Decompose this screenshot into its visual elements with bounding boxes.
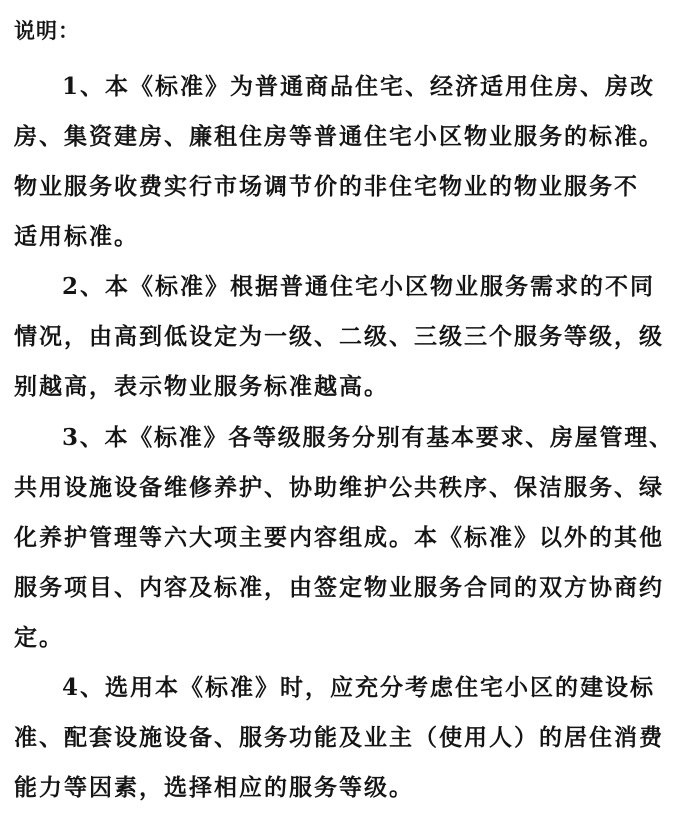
text-line: 适用标准。: [14, 223, 139, 250]
text-line: 准、配套设施设备、服务功能及业主（使用人）的居住消费: [14, 724, 664, 751]
text-line: 房、集资建房、廉租住房等普通住宅小区物业服务的标准。: [14, 123, 664, 150]
text-line: 4、选用本《标准》时，应充分考虑住宅小区的建设标: [62, 674, 656, 701]
text-line: 2、本《标准》根据普通住宅小区物业服务需求的不同: [62, 273, 656, 300]
text-line: 物业服务收费实行市场调节价的非住宅物业的物业服务不: [14, 173, 639, 200]
text-line: 定。: [14, 624, 64, 651]
text-line: 化养护管理等六大项主要内容组成。本《标准》以外的其他: [14, 524, 664, 551]
text-line: 服务项目、内容及标准，由签定物业服务合同的双方协商约: [14, 574, 664, 601]
text-line: 别越高，表示物业服务标准越高。: [14, 373, 389, 400]
text-line: 能力等因素，选择相应的服务等级。: [14, 774, 414, 801]
text-line: 共用设施设备维修养护、协助维护公共秩序、保洁服务、绿: [14, 474, 664, 501]
section-heading: 说明：: [14, 18, 80, 43]
text-line: 3、本《标准》各等级服务分别有基本要求、房屋管理、: [62, 424, 674, 451]
text-line: 情况，由高到低设定为一级、二级、三级三个服务等级，级: [14, 323, 664, 350]
text-line: 1、本《标准》为普通商品住宅、经济适用住房、房改: [62, 73, 656, 100]
